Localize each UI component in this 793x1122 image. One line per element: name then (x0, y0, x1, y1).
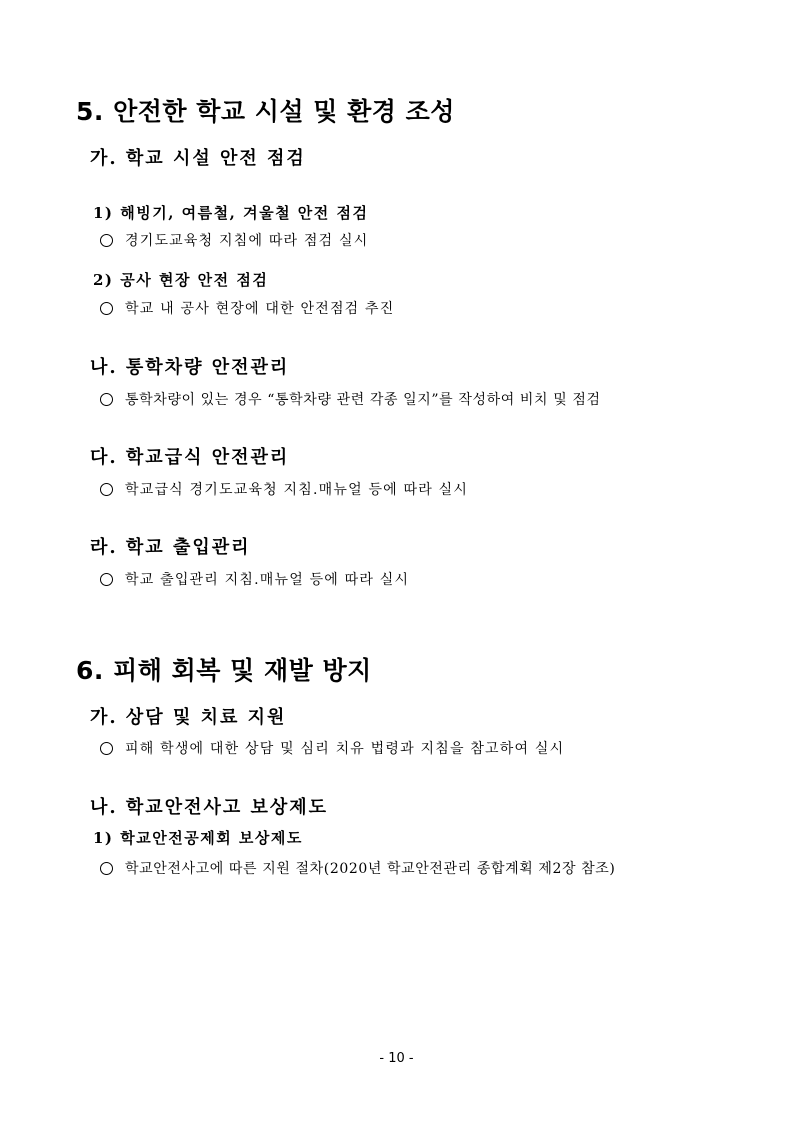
section-5-ga-item2-text: 학교 내 공사 현장에 대한 안전점검 추진 (125, 301, 395, 317)
section-5-na-line (100, 389, 601, 409)
circle-bullet-icon (100, 393, 113, 406)
section-5-ra-text: 학교 출입관리 지침.매뉴얼 등에 따라 실시 (125, 572, 410, 588)
section-5-ga-item2-heading: 2) 공사 현장 안전 점검 (93, 271, 269, 289)
circle-bullet-icon (100, 742, 113, 755)
section-6-na-item1-line (100, 858, 615, 878)
circle-bullet-icon (100, 234, 113, 247)
circle-bullet-icon (100, 302, 113, 315)
section-5-ga-item2-line (100, 298, 394, 318)
section-5-da-line (100, 479, 468, 499)
section-6-title: 6. 피해 회복 및 재발 방지 (76, 656, 372, 685)
section-5-da-heading: 다. 학교급식 안전관리 (90, 447, 290, 468)
section-6-ga-text: 피해 학생에 대한 상담 및 심리 치유 법령과 지침을 참고하여 실시 (125, 741, 565, 757)
page-number: - 10 - (379, 1051, 414, 1066)
section-5-ra-line (100, 569, 409, 589)
circle-bullet-icon (100, 862, 113, 875)
section-5-ga-item1-line (100, 230, 368, 250)
section-5-da-text: 학교급식 경기도교육청 지침.매뉴얼 등에 따라 실시 (125, 482, 469, 498)
section-6-ga-heading: 가. 상담 및 치료 지원 (90, 707, 287, 728)
section-5-ga-item1-text: 경기도교육청 지침에 따라 점검 실시 (125, 233, 369, 249)
circle-bullet-icon (100, 483, 113, 496)
section-5-ga-item1-heading: 1) 해빙기, 여름철, 겨울철 안전 점검 (93, 204, 369, 222)
section-6-ga-line (100, 738, 564, 758)
section-6-na-item1-text: 학교안전사고에 따른 지원 절차(2020년 학교안전관리 종합계획 제2장 참조) (125, 861, 616, 877)
section-5-ra-heading: 라. 학교 출입관리 (90, 537, 251, 558)
circle-bullet-icon (100, 573, 113, 586)
section-5-ga-heading: 가. 학교 시설 안전 점검 (90, 148, 306, 169)
section-5-na-text: 통학차량이 있는 경우 “통학차량 관련 각종 일지”를 작성하여 비치 및 점검 (125, 392, 601, 408)
section-6-na-item1-heading: 1) 학교안전공제회 보상제도 (93, 829, 303, 847)
section-5-na-heading: 나. 통학차량 안전관리 (90, 357, 290, 378)
section-5-title: 5. 안전한 학교 시설 및 환경 조성 (76, 97, 455, 126)
section-6-na-heading: 나. 학교안전사고 보상제도 (90, 797, 329, 818)
